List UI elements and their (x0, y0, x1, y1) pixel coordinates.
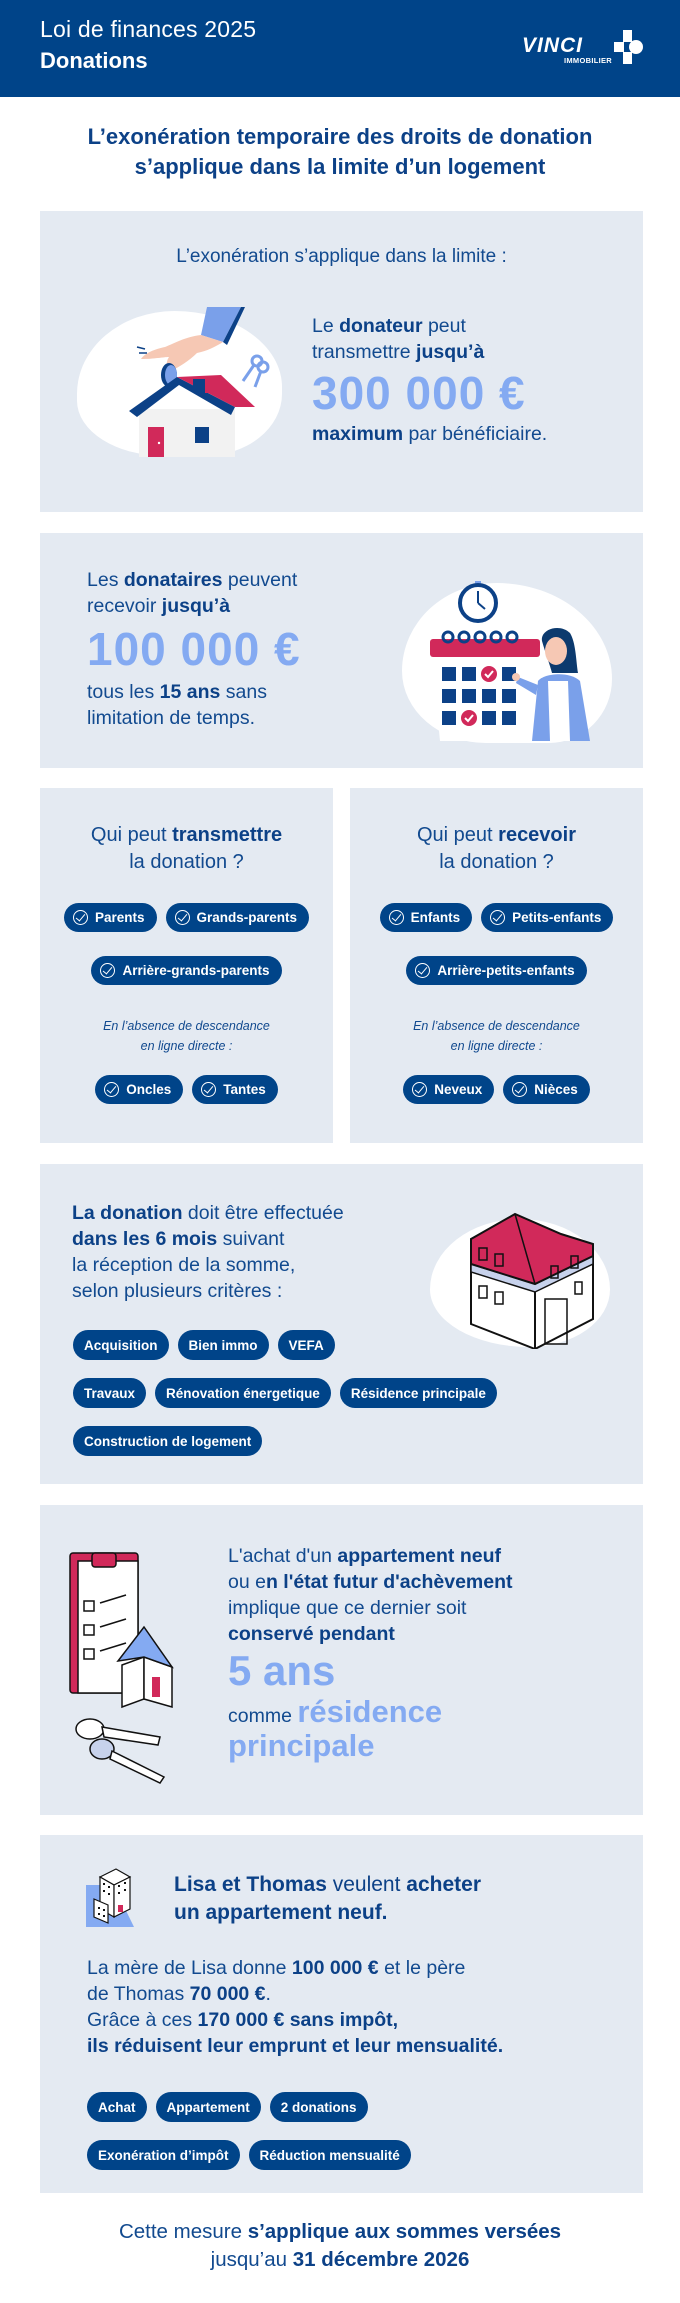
check-circle-icon (415, 963, 430, 978)
checklist-house-keys-icon (68, 1547, 198, 1787)
transmit-chip-row-1 (40, 903, 333, 932)
transmit-note: En l’absence de descendance en ligne directe : (103, 1019, 270, 1053)
check-circle-icon (100, 963, 115, 978)
calendar-clock-woman-icon (420, 581, 610, 741)
chip-grands-parents: Grands-parents (166, 903, 310, 932)
header-title: Loi de finances 2025 (40, 16, 257, 42)
receive-chip-row-2 (350, 956, 643, 985)
receive-chip-row-3 (350, 1075, 643, 1104)
header-subtitle: Donations (40, 48, 148, 73)
example-card (40, 1835, 643, 2193)
isometric-house-icon (465, 1204, 595, 1349)
check-circle-icon (490, 910, 505, 925)
tag-renovation-energetique: Rénovation énergetique (155, 1378, 331, 1408)
example-tags (87, 2092, 607, 2170)
limit-card (40, 211, 643, 512)
vinci-immobilier-logo (522, 30, 644, 70)
chip-nieces: Nièces (503, 1075, 590, 1104)
transmit-question: Qui peut transmettre la donation ? (90, 824, 283, 873)
beneficiary-text: Les donataires peuvent recevoir jusqu’à 100 000 € tous les 15 ans sans limitation de temps. (87, 567, 407, 731)
delay-card (40, 1164, 643, 1484)
example-headline: Lisa et Thomas veulent acheter un appartement neuf. (174, 1873, 481, 1924)
check-circle-icon (389, 910, 404, 925)
transmit-chip-row-3 (40, 1075, 333, 1104)
chip-arriere-grands-parents: Arrière-grands-parents (91, 956, 281, 985)
tag-2-donations: 2 donations (270, 2092, 368, 2122)
footer-note: Cette mesure s’applique aux sommes versées jusqu’au 31 décembre 2026 (118, 2220, 562, 2271)
tag-exoneration-impot: Exonération d’impôt (87, 2140, 240, 2170)
logo-subtitle: IMMOBILIER (564, 56, 612, 65)
tag-reduction-mensualite: Réduction mensualité (249, 2140, 411, 2170)
tag-residence-principale: Résidence principale (340, 1378, 497, 1408)
tag-travaux: Travaux (73, 1378, 146, 1408)
residence-card (40, 1505, 643, 1815)
beneficiary-card (40, 533, 643, 768)
chip-tantes: Tantes (192, 1075, 278, 1104)
tag-bien-immo: Bien immo (178, 1330, 269, 1360)
chip-parents: Parents (64, 903, 157, 932)
logo-wordmark: VINCI (522, 34, 584, 57)
chip-oncles: Oncles (95, 1075, 183, 1104)
chip-enfants: Enfants (380, 903, 473, 932)
receive-note: En l’absence de descendance en ligne directe : (413, 1019, 580, 1053)
receive-card (350, 788, 643, 1143)
criteria-tags (73, 1330, 613, 1456)
tag-acquisition: Acquisition (73, 1330, 169, 1360)
check-circle-icon (201, 1082, 216, 1097)
page-title-line1: L’exonération temporaire des droits de donation (87, 124, 593, 149)
hand-coin-house-keys-icon (115, 307, 275, 457)
check-circle-icon (412, 1082, 427, 1097)
tag-construction-logement: Construction de logement (73, 1426, 262, 1456)
receive-chip-row-1 (350, 903, 643, 932)
limit-amount: 300 000 € (312, 367, 526, 419)
apartment-building-icon (86, 1867, 136, 1927)
check-circle-icon (73, 910, 88, 925)
transmit-chip-row-2 (40, 956, 333, 985)
residence-duration: 5 ans (228, 1647, 336, 1694)
chip-arriere-petits-enfants: Arrière-petits-enfants (406, 956, 586, 985)
check-circle-icon (104, 1082, 119, 1097)
page-title-line2: s’applique dans la limite d’un logement (134, 154, 546, 179)
transmit-card (40, 788, 333, 1143)
chip-petits-enfants: Petits-enfants (481, 903, 613, 932)
receive-question: Qui peut recevoir la donation ? (416, 824, 576, 873)
limit-lead: L’exonération s’applique dans la limite : (176, 246, 507, 267)
tag-appartement: Appartement (156, 2092, 261, 2122)
delay-text: La donation doit être effectuée dans les 6 mois suivant la réception de la somme, selon plusieurs critères : (72, 1202, 344, 1302)
beneficiary-amount: 100 000 € (87, 623, 301, 675)
chip-neveux: Neveux (403, 1075, 494, 1104)
tag-vefa: VEFA (278, 1330, 335, 1360)
tag-achat: Achat (87, 2092, 147, 2122)
example-body: La mère de Lisa donne 100 000 € et le père de Thomas 70 000 €. Grâce à ces 170 000 € sans impôt, ils réduisent leur emprunt et leur mensualité. (87, 1957, 504, 2057)
header-banner (0, 0, 680, 97)
limit-text: Le donateur peut transmettre jusqu’à 300 000 € maximum par bénéficiaire. (312, 313, 632, 447)
check-circle-icon (512, 1082, 527, 1097)
logo-cross-icon (614, 30, 644, 64)
check-circle-icon (175, 910, 190, 925)
page-title (20, 122, 660, 182)
residence-text: L'achat d'un appartement neuf ou en l'état futur d'achèvement implique que ce dernier soit conservé pendant 5 ans comme résidence principale (228, 1543, 628, 1763)
